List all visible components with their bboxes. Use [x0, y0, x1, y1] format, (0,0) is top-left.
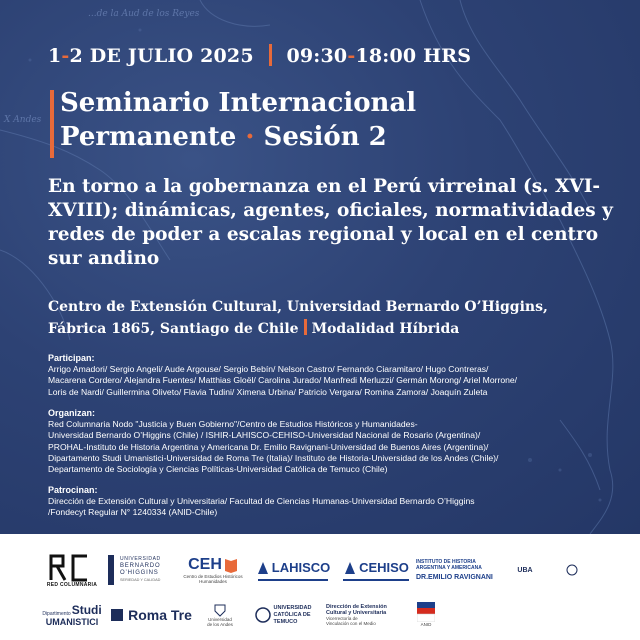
cehiso-logo	[338, 548, 414, 592]
ravignani-line-3: DR.EMILIO RAVIGNANI	[416, 574, 493, 581]
uct-logo	[244, 596, 322, 634]
ubo-shield-icon	[106, 553, 116, 587]
anid-text: ANID	[420, 622, 432, 628]
organizers-line: Universidad Bernardo O’Higgins (Chile) / ISHIR-LAHISCO-CEHISO-Universidad Nacional de Rosario (Argentina)/	[48, 430, 481, 441]
ravignani-line-2: ARGENTINA Y AMERICANA	[416, 565, 482, 571]
venue-modality: Modalidad Híbrida	[311, 321, 460, 337]
event-date-time	[48, 44, 471, 67]
uct-line-3: TEMUCO	[273, 618, 298, 625]
organizers-section	[48, 408, 628, 475]
roma-tre-text: Roma Tre	[128, 607, 192, 623]
organizers-line: Departamento de Sociología y Ciencias Políticas-Universidad Católica de Temuco (Chile)	[48, 464, 388, 475]
date-end: 2 DE JULIO 2025	[69, 45, 254, 67]
organizers-heading: Organizan:	[48, 408, 96, 418]
ceh-book-icon	[224, 557, 238, 573]
ubo-line-2: BERNARDO	[120, 563, 161, 569]
red-columnaria-text: RED COLUMNARIA	[46, 582, 98, 588]
ubo-motto: SERIEDAD Y CALIDAD	[120, 578, 161, 582]
ceh-subtitle: Centro de Estudios Históricos Humanidades	[183, 573, 243, 584]
ubo-logo	[106, 550, 178, 590]
seminar-title	[50, 86, 610, 154]
uba-text: UBA	[517, 566, 533, 574]
secondary-logo	[552, 554, 592, 586]
sponsors-heading: Patrocinan:	[48, 485, 98, 495]
studi-line-1: Dipartimento	[42, 611, 71, 617]
extension-logo	[326, 596, 412, 634]
sponsors-line: /Fondecyt Regular N° 1240334 (ANID-Chile)	[48, 507, 218, 518]
date-start: 1	[48, 45, 62, 67]
uandes-line-1: Universidad	[208, 616, 232, 622]
participants-line: Loris de Nardi/ Guillermina Oliveto/ Flavia Tudini/ Ximena Urbina/ Patricio Vergara/ Romina Zamora/ Joaquín Zuleta	[48, 386, 488, 397]
title-line-2b: Sesión 2	[263, 122, 387, 152]
date-dash: -	[61, 45, 70, 67]
extension-line-2: Cultural y Universitaria	[326, 610, 387, 616]
uandes-crest-icon	[213, 603, 227, 617]
cehiso-text: CEHISO	[359, 560, 409, 575]
participants-section	[48, 353, 628, 398]
extension-line-3: Vicerrectoría de	[326, 616, 358, 621]
studi-umanistici-logo	[44, 596, 100, 634]
venue-separator	[304, 319, 307, 335]
date-separator	[269, 44, 272, 66]
lahisco-underline	[258, 579, 328, 581]
uct-crest-icon	[255, 607, 271, 623]
logo-strip	[0, 534, 640, 640]
lahisco-text: LAHISCO	[271, 560, 331, 575]
uba-logo	[502, 554, 548, 586]
sponsors-section	[48, 485, 628, 519]
organizers-line: Red Columnaria Nodo "Justicia y Buen Gobierno"/Centro de Estudios Históricos y Humanidades-	[48, 419, 418, 430]
participants-line: Arrigo Amadori/ Sergio Angeli/ Aude Argouse/ Sergio Bebín/ Nelson Castro/ Fernando Ciaramitaro/ Hugo Contreras/	[48, 364, 489, 375]
title-line-2a: Permanente	[60, 122, 237, 152]
uct-line-2: CATÓLICA DE	[273, 611, 311, 618]
venue	[48, 296, 628, 340]
title-dot: ·	[245, 122, 255, 152]
extension-line-1: Dirección de Extensión	[326, 604, 387, 610]
uct-line-1: UNIVERSIDAD	[273, 604, 312, 611]
venue-line-2a: Fábrica 1865, Santiago de Chile	[48, 321, 299, 337]
seminar-subtitle: En torno a la gobernanza en el Perú virreinal (s. XVI-XVIII); dinámicas, agentes, oficiales, normatividades y redes de poder a escalas regional y local en el centro sur andino	[48, 176, 613, 269]
lahisco-icon	[256, 560, 270, 576]
map-label-left: X Andes	[4, 115, 42, 125]
participants-heading: Participan:	[48, 353, 95, 363]
red-columnaria-icon	[47, 552, 97, 582]
time-dash: -	[347, 45, 356, 67]
uandes-line-2: de los Andes	[207, 622, 233, 627]
anid-icon	[417, 602, 435, 622]
map-label-top: ...de la Aud de los Reyes	[88, 9, 200, 19]
lahisco-logo	[252, 548, 334, 592]
roma-tre-logo	[106, 598, 196, 632]
uandes-logo	[200, 596, 240, 634]
cehiso-icon	[343, 560, 357, 576]
participants-line: Macarena Cordero/ Alejandra Fuentes/ Matthias Gloël/ Carolina Jurado/ Manfredi Merluzzi/ Germán Morong/ Ariel Morrone/	[48, 375, 518, 386]
organizers-line: Dipartamento Studi Umanistici-Universidad de Roma Tre (Italia)/ Instituto de Historia-Universidad de los Andes (Chile)/	[48, 452, 499, 463]
title-line-1: Seminario Internacional	[60, 88, 417, 118]
sponsors-line: Dirección de Extensión Cultural y Universitaria/ Facultad de Ciencias Humanas-Universidad Bernardo O’Higgins	[48, 496, 475, 507]
title-accent-bar	[50, 90, 54, 158]
extension-line-4: Vinculación con el Medio	[326, 621, 376, 626]
ubo-line-3: O’HIGGINS	[120, 570, 159, 576]
ubo-line-1: UNIVERSIDAD	[120, 556, 161, 562]
studi-line-3: UMANISTICI	[45, 617, 99, 627]
secondary-logo-icon	[557, 563, 587, 577]
venue-line-1: Centro de Extensión Cultural, Universidad Bernardo O’Higgins,	[48, 299, 548, 315]
anid-logo	[414, 596, 438, 634]
organizers-line: PROHAL-Instituto de Historia Argentina y Americana Dr. Emilio Ravignani-Universidad de Buenos Aires (Argentina)/	[48, 441, 489, 452]
time-start: 09:30	[286, 45, 348, 67]
time-end: 18:00 HRS	[355, 45, 472, 67]
cehiso-underline	[343, 579, 409, 581]
ravignani-logo	[416, 550, 498, 590]
roma-tre-icon	[110, 608, 124, 622]
ravignani-line-1: INSTITUTO DE HISTORIA	[416, 559, 476, 565]
studi-line-2: Studi	[71, 603, 102, 617]
red-columnaria-logo	[44, 548, 100, 592]
ceh-logo	[180, 548, 246, 592]
ceh-text: CEH	[188, 555, 222, 573]
